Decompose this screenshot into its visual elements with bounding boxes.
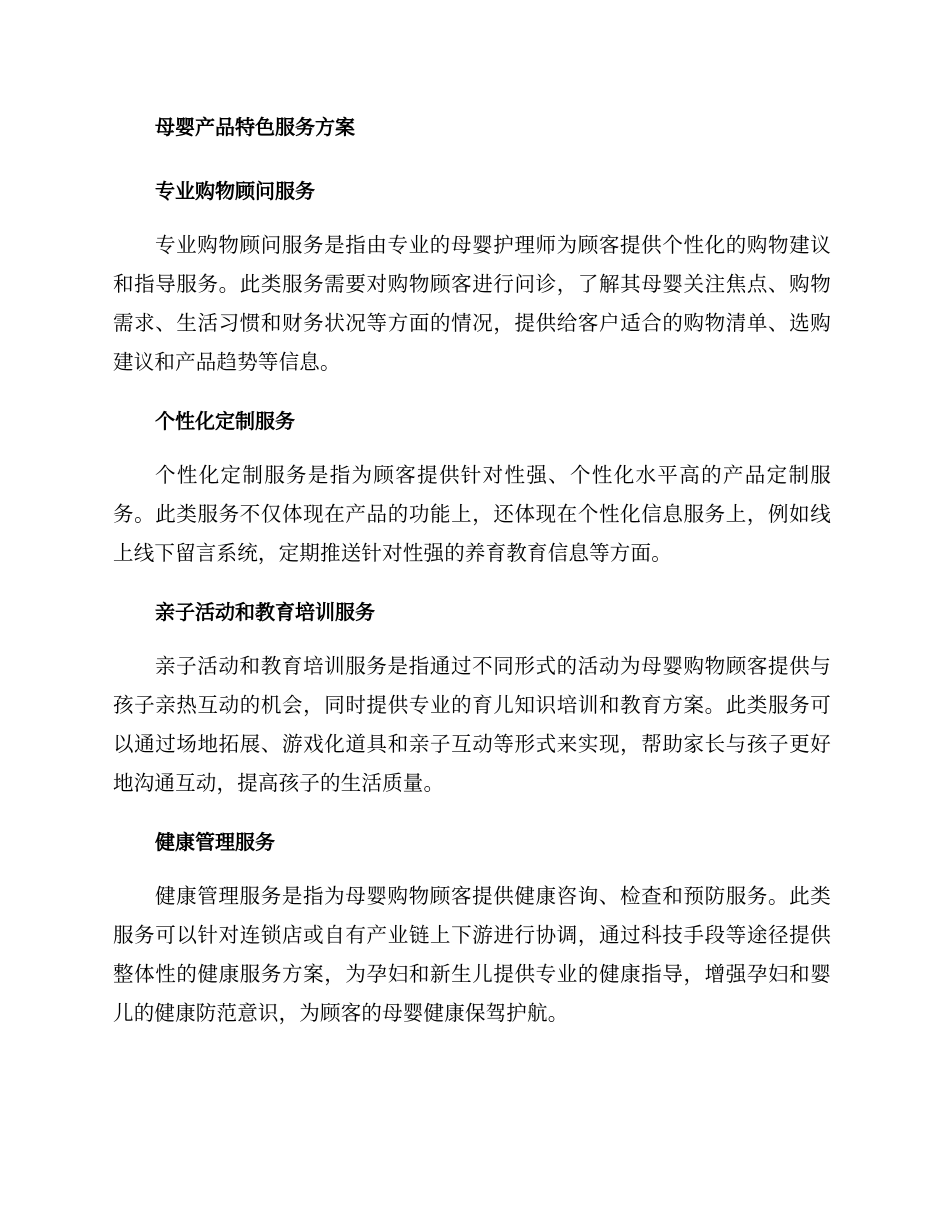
section-paragraph: 健康管理服务是指为母婴购物顾客提供健康咨询、检查和预防服务。此类服务可以针对连锁店或自有产业链上下游进行协调，通过科技手段等途径提供整体性的健康服务方案，为孕妇和新生儿提供专业的健康指导，增强孕妇和婴儿的健康防范意识，为顾客的母婴健康保驾护航。 <box>113 884 831 1025</box>
section-paragraph: 亲子活动和教育培训服务是指通过不同形式的活动为母婴购物顾客提供与孩子亲热互动的机会，同时提供专业的育儿知识培训和教育方案。此类服务可以通过场地拓展、游戏化道具和亲子互动等形式来实现，帮助家长与孩子更好地沟通互动，提高孩子的生活质量。 <box>113 654 831 795</box>
section-heading: 亲子活动和教育培训服务 <box>155 600 375 624</box>
section-paragraph: 专业购物顾问服务是指由专业的母婴护理师为顾客提供个性化的购物建议和指导服务。此类服务需要对购物顾客进行问诊，了解其母婴关注焦点、购物需求、生活习惯和财务状况等方面的情况，提供给客户适合的购物清单、选购建议和产品趋势等信息。 <box>113 233 831 374</box>
section-heading: 专业购物顾问服务 <box>155 179 315 203</box>
section-paragraph: 个性化定制服务是指为顾客提供针对性强、个性化水平高的产品定制服务。此类服务不仅体现在产品的功能上，还体现在个性化信息服务上，例如线上线下留言系统，定期推送针对性强的养育教育信息等方面。 <box>113 463 831 565</box>
section-health-management <box>113 823 831 1033</box>
section-heading: 健康管理服务 <box>155 830 275 854</box>
document-body <box>113 108 831 1053</box>
document-title: 母婴产品特色服务方案 <box>155 115 355 139</box>
section-parent-child-activities <box>113 593 831 803</box>
section-customization <box>113 402 831 573</box>
section-shopping-advisor <box>113 172 831 382</box>
section-heading: 个性化定制服务 <box>155 409 295 433</box>
